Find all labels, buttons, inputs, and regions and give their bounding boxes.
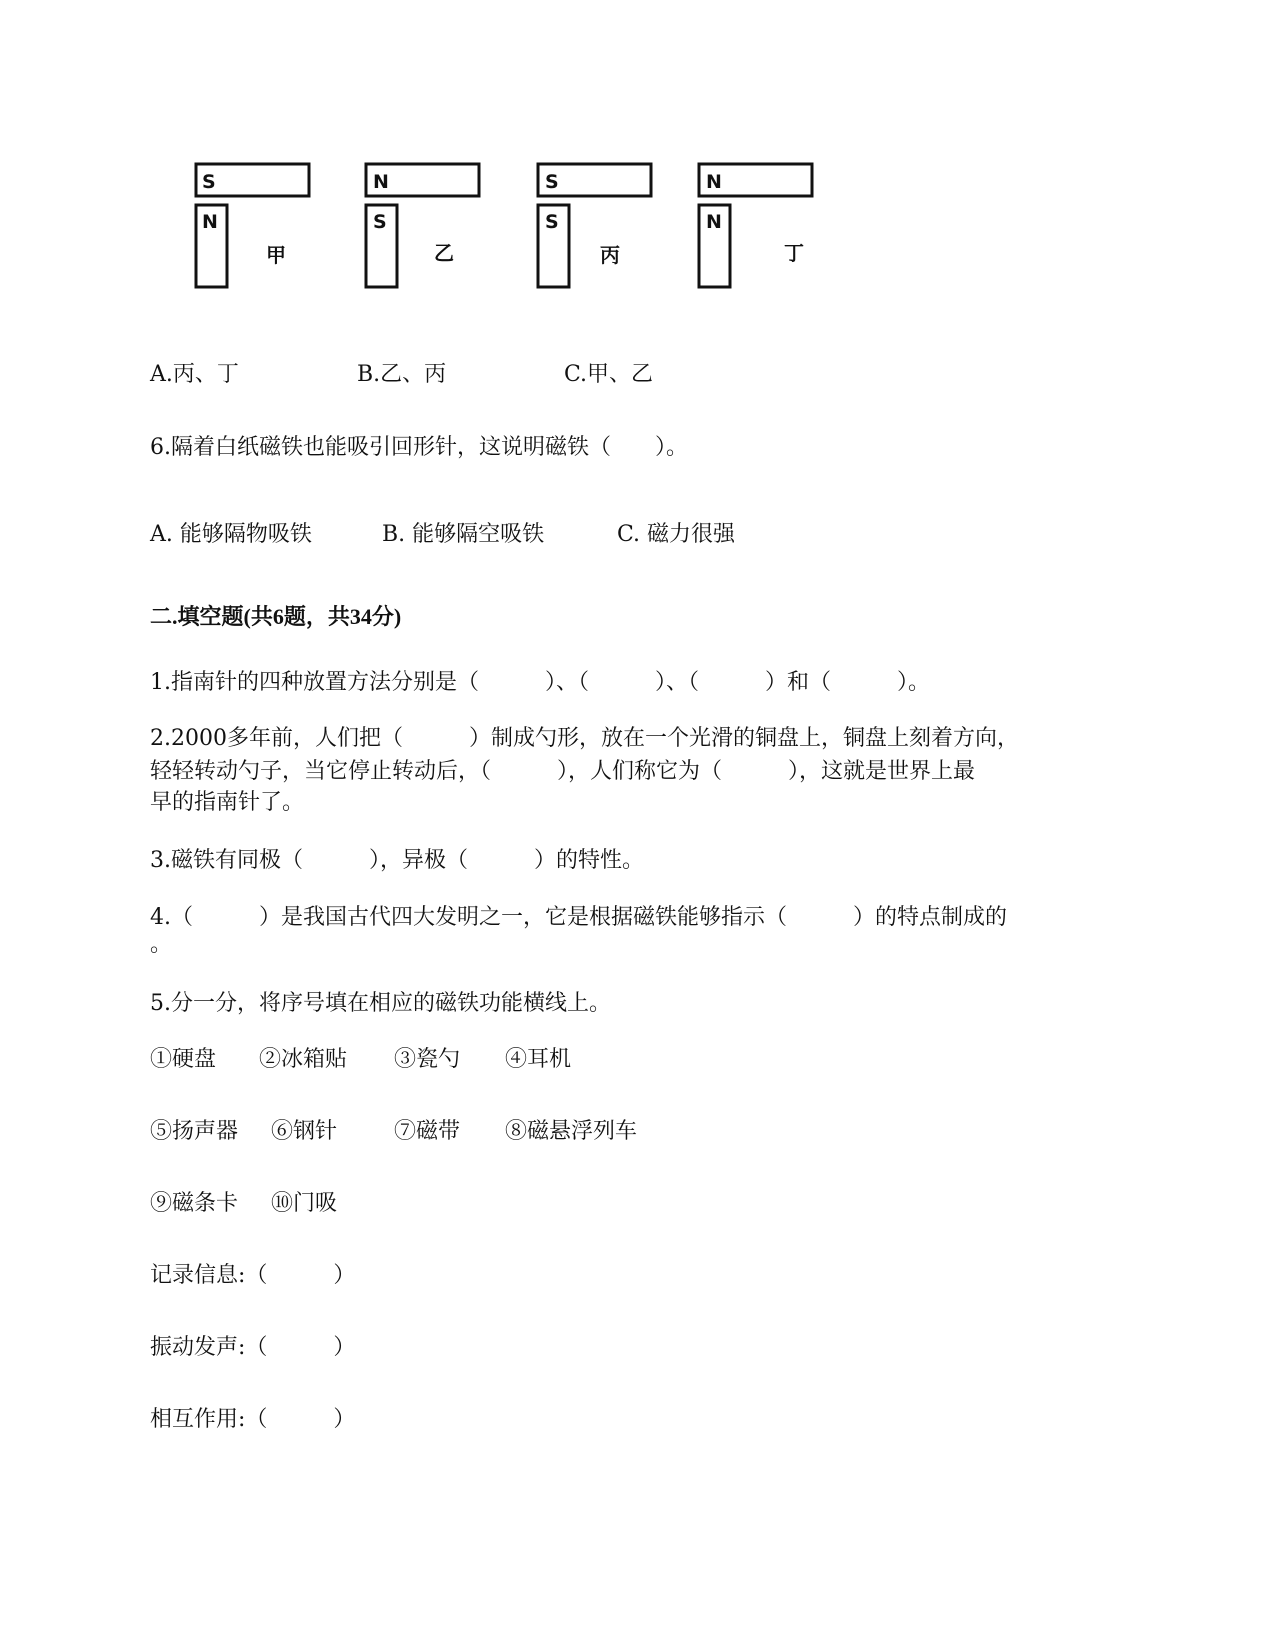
- q6-option-a: A. 能够隔物吸铁: [150, 522, 312, 547]
- item: ③瓷勺: [394, 1047, 461, 1072]
- item: ⑤扬声器: [150, 1119, 239, 1144]
- item: ⑦磁带: [394, 1119, 461, 1144]
- bottom-pole-label: N: [706, 211, 722, 233]
- item: ①硬盘: [150, 1047, 217, 1072]
- top-pole-label: N: [706, 171, 722, 193]
- top-pole-label: S: [202, 171, 216, 193]
- group-label: 甲: [266, 243, 286, 267]
- magnet-group-jia: [196, 164, 309, 287]
- item: ⑨磁条卡: [150, 1191, 239, 1216]
- q5-option-a: A.丙、丁: [150, 362, 239, 387]
- bottom-pole-label: S: [545, 211, 559, 233]
- magnet-group-ding: [699, 164, 812, 287]
- magnet-group-bing: [538, 164, 651, 287]
- q5-option-c: C.甲、乙: [564, 362, 654, 387]
- item: ④耳机: [505, 1047, 572, 1072]
- fill-q3: 3.磁铁有同极（ ），异极（ ）的特性。: [150, 848, 644, 873]
- fill-q2-line1: 2.2000多年前，人们把（ ）制成勺形，放在一个光滑的铜盘上，铜盘上刻着方向，: [150, 726, 1019, 751]
- q5-option-b: B.乙、丙: [357, 362, 447, 387]
- blank-interaction: 相互作用:（ ）: [150, 1407, 356, 1432]
- magnet-figure: [0, 0, 1275, 320]
- blank-vibrate-sound: 振动发声:（ ）: [150, 1335, 356, 1360]
- q6-option-b: B. 能够隔空吸铁: [382, 522, 545, 547]
- blank-record-info: 记录信息:（ ）: [150, 1263, 356, 1288]
- q6-option-c: C. 磁力很强: [617, 522, 736, 547]
- group-label: 丙: [600, 243, 620, 267]
- fill-q1: 1.指南针的四种放置方法分别是（ ）、（ ）、（ ）和（ ）。: [150, 670, 930, 695]
- item: ⑩门吸: [271, 1191, 338, 1216]
- item: ②冰箱贴: [259, 1047, 348, 1072]
- fill-q5-stem: 5.分一分，将序号填在相应的磁铁功能横线上。: [150, 991, 611, 1016]
- fill-q2-line3: 早的指南针了。: [150, 790, 305, 815]
- magnet-group-yi: [366, 164, 479, 287]
- q6-stem: 6.隔着白纸磁铁也能吸引回形针，这说明磁铁（ ）。: [150, 435, 688, 460]
- group-label: 丁: [784, 241, 804, 265]
- item: ⑧磁悬浮列车: [505, 1119, 638, 1144]
- fill-q2-line2: 轻轻转动勺子，当它停止转动后，（ ），人们称它为（ ），这就是世界上最: [150, 759, 976, 784]
- fill-q4-line2: 。: [150, 932, 173, 957]
- fill-q4-line1: 4.（ ）是我国古代四大发明之一，它是根据磁铁能够指示（ ）的特点制成的: [150, 905, 1007, 930]
- section-title: 二.填空题(共6题，共34分): [150, 604, 402, 629]
- top-pole-label: S: [545, 171, 559, 193]
- item: ⑥钢针: [271, 1119, 338, 1144]
- bottom-pole-label: N: [202, 211, 218, 233]
- group-label: 乙: [434, 241, 454, 265]
- top-pole-label: N: [373, 171, 389, 193]
- bottom-pole-label: S: [373, 211, 387, 233]
